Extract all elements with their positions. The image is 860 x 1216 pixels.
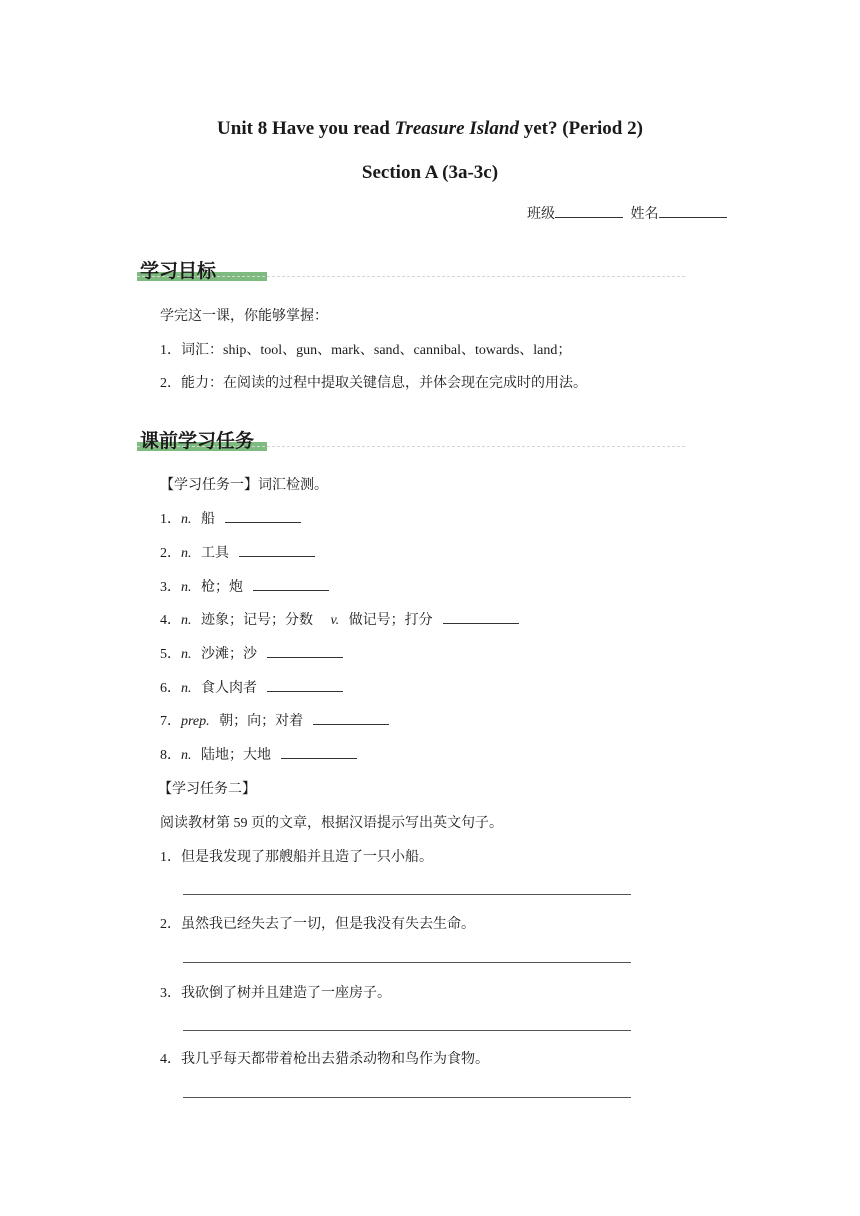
sentence-answer-line[interactable]: [183, 962, 631, 963]
sentence-prompt: 3．我砍倒了树并且建造了一座房子。: [160, 986, 391, 1001]
task2-title: 【学习任务二】: [158, 782, 256, 797]
sentence-prompt: 4．我几乎每天都带着枪出去猎杀动物和鸟作为食物。: [160, 1052, 489, 1067]
vocab-item: 6．n. 食人肉者: [160, 677, 343, 697]
task2-instruction: 阅读教材第 59 页的文章，根据汉语提示写出英文句子。: [160, 816, 503, 831]
sentence-prompt: 2．虽然我已经失去了一切，但是我没有失去生命。: [160, 917, 475, 932]
vocab-item: 3．n. 枪；炮: [160, 576, 329, 596]
goal-item: 1．词汇：ship、tool、gun、mark、sand、cannibal、towards、land；: [160, 343, 572, 358]
answer-blank[interactable]: [267, 679, 343, 692]
vocab-item: 1．n. 船: [160, 508, 301, 528]
name-label: 姓名: [630, 207, 659, 222]
answer-blank[interactable]: [225, 510, 301, 523]
answer-blank[interactable]: [253, 578, 329, 591]
answer-blank[interactable]: [443, 611, 519, 624]
vocab-item: 7．prep. 朝；向；对着: [160, 710, 389, 730]
class-blank: [555, 205, 623, 218]
name-blank: [659, 205, 727, 218]
section-heading-goals: 学习目标: [140, 260, 217, 282]
goal-item: 2．能力：在阅读的过程中提取关键信息，并体会现在完成时的用法。: [160, 376, 587, 391]
vocab-item: 8．n. 陆地；大地: [160, 744, 357, 764]
sentence-answer-line[interactable]: [183, 894, 631, 895]
class-label: 班级: [527, 207, 555, 222]
sentence-prompt: 1．但是我发现了那艘船并且造了一只小船。: [160, 850, 433, 865]
task1-title: 【学习任务一】词汇检测。: [160, 478, 328, 493]
sentence-answer-line[interactable]: [183, 1097, 631, 1098]
vocab-item: 2．n. 工具: [160, 542, 315, 562]
goals-intro: 学完这一课，你能够掌握：: [160, 309, 328, 324]
page-subtitle: Section A (3a-3c): [361, 162, 499, 183]
section-heading-pretask: 课前学习任务: [140, 430, 255, 452]
answer-blank[interactable]: [313, 712, 389, 725]
vocab-item: 5．n. 沙滩；沙: [160, 643, 343, 663]
sentence-answer-line[interactable]: [183, 1030, 631, 1031]
student-info: [527, 203, 727, 223]
page-title: Unit 8 Have you read Treasure Island yet? (Period 2): [217, 118, 643, 139]
answer-blank[interactable]: [239, 544, 315, 557]
answer-blank[interactable]: [281, 746, 357, 759]
answer-blank[interactable]: [267, 645, 343, 658]
section-divider: [137, 276, 685, 277]
vocab-item: 4．n. 迹象；记号；分数 v. 做记号；打分: [160, 609, 519, 629]
